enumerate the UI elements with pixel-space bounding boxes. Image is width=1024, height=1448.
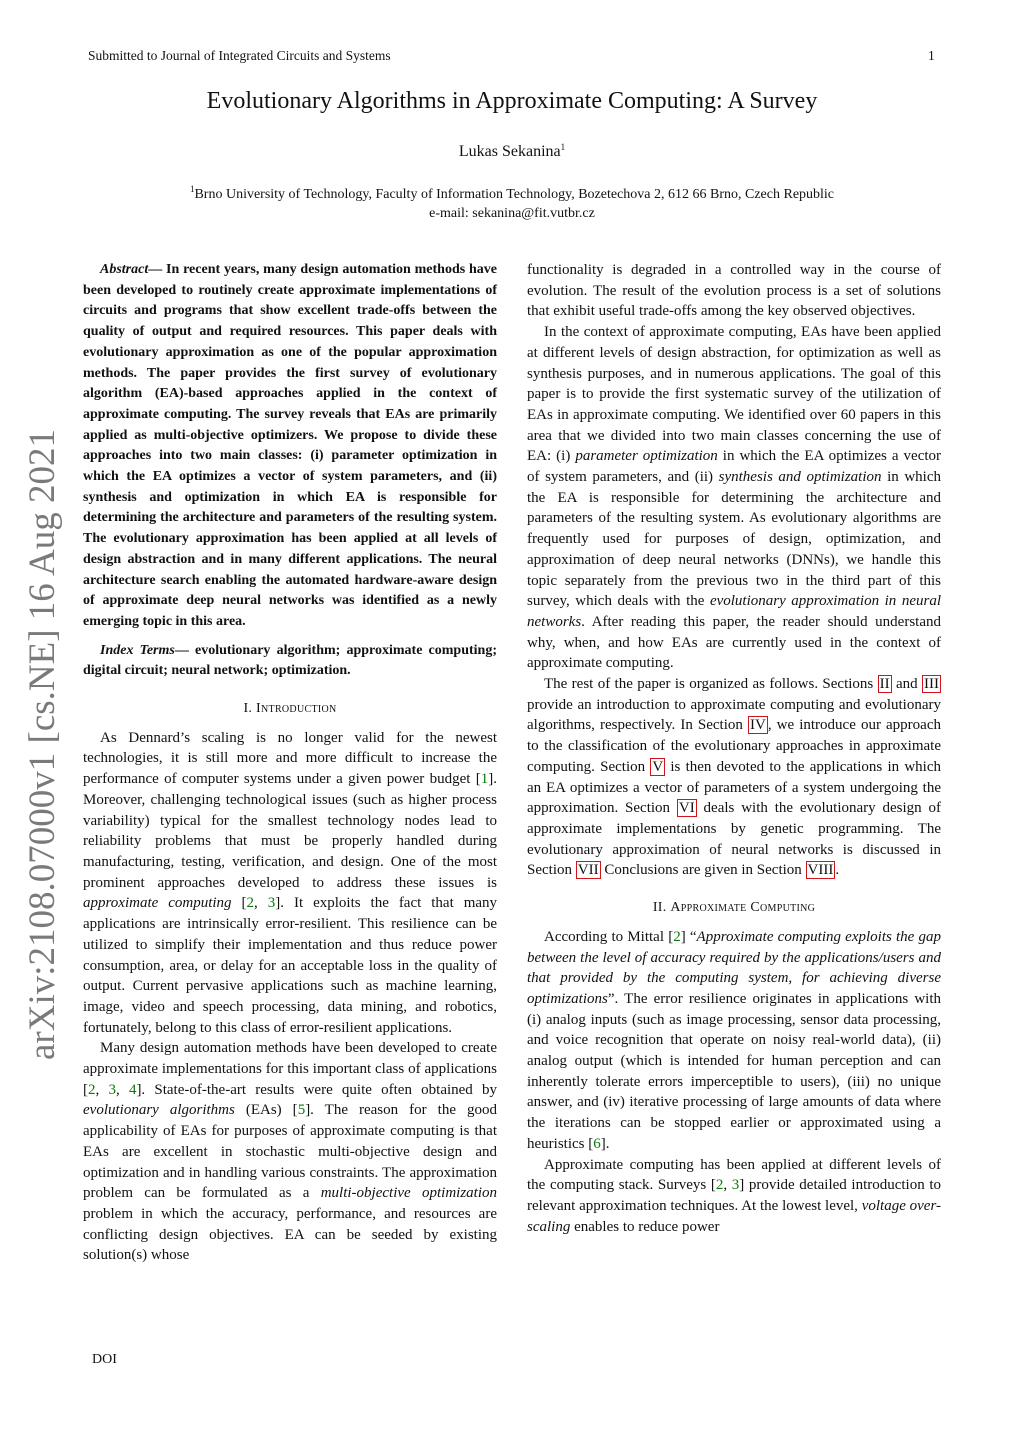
citation-link[interactable]: 2 (88, 1081, 96, 1098)
paper-title: Evolutionary Algorithms in Approximate Computing: A Survey (206, 88, 818, 114)
index-terms-label: Index Terms (100, 642, 175, 658)
left-column (83, 260, 497, 1266)
approx-paragraph-2: Approximate computing has been applied at different levels of the computing stack. Surveys [2, 3] provide detailed introduction to relevant approximation techniques. At the lowest level, voltage over-scaling enables to reduce power (527, 1156, 942, 1235)
section-ref-link[interactable]: VI (678, 800, 695, 817)
citation-link[interactable]: 3 (267, 895, 276, 912)
citation-link[interactable]: 4 (128, 1081, 137, 1098)
intro-paragraph-4: The rest of the paper is organized as follows. Sections II and III provide an introduction to approximate computing and evolutionary algorithms, respectively. In Section IV , we introduce our approach to the classification of the evolutionary approaches in approximate computing. Section V is then devoted to the applications in which an EA optimizes a vector of parameters of a system undergoing the approximation. Section VI deals with the evolutionary design of approximate implementations by genetic programming. The evolutionary approximation of neural networks is discussed in Section VII Conclusions are given in Section VIII . (527, 676, 941, 879)
section-number: I. (243, 701, 253, 717)
section-title: Approximate Computing (670, 900, 816, 916)
section-ref-link[interactable]: IV (749, 717, 766, 734)
section-ref-link[interactable]: III (923, 676, 939, 693)
citation-link[interactable]: 3 (731, 1177, 740, 1194)
intro-paragraph-2: Many design automation methods have been developed to create approximate implementations for this important class of applications [2, 3, 4]. State-of-the-art results were quite often obtained by evolutionary algorithms (EAs) [5]. The reason for the good applicability of EAs for purposes of approximate computing is that EAs are excellent in stochastic multi-objective design and optimization and in handling various constraints. The approximation problem can be formulated as a multi-objective optimization problem in which the accuracy, performance, and resources are conflicting design objectives. EA can be seeded by existing solution(s) whose (83, 1040, 498, 1264)
citation-link[interactable]: 2 (246, 895, 255, 912)
abstract (83, 260, 497, 633)
citation-link[interactable]: 5 (297, 1102, 306, 1119)
citation-link[interactable]: 2 (715, 1177, 724, 1194)
arxiv-stamp: arXiv:2108.07000v1 [cs.NE] 16 Aug 2021 (22, 429, 63, 1060)
citation-link[interactable]: 3 (108, 1081, 116, 1098)
index-terms (83, 641, 497, 682)
author-name: Lukas Sekanina (458, 143, 561, 160)
abstract-label: Abstract (100, 262, 149, 277)
intro-paragraph-continued: functionality is degraded in a controlled way in the course of evolution. The result of the evolution process is a set of solutions that exhibit useful trade-offs among the key observed objectives. (527, 262, 941, 320)
section-ref-link[interactable]: VIII (807, 862, 834, 879)
approx-paragraph-1: According to Mittal [2] “Approximate computing exploits the gap between the level of accuracy required by the applications/users and that provided by the computing system, for achieving diverse optimizations”. The error resilience originates in applications with (i) analog inputs (such as image processing, sensor data processing, and voice recognition that operate on noisy real-world data), (ii) analog output (which is intended for human perception and can inherently tolerate errors imperceptible to users), (iii) no unique answer, and (iv) iterative processing of large amounts of data where the iterations can be stopped earlier or approximated using a heuristics [6]. (527, 928, 942, 1152)
right-column (527, 260, 941, 1237)
abstract-text: — In recent years, many design automation methods have been developed to routinely create approximate implementations of circuits and programs that show excellent trade-offs between the quality of output and required resources. This paper deals with evolutionary approximation as one of the popular approximation methods. The paper provides the first survey of evolutionary algorithm (EA)-based approaches applied in the context of approximate computing. The survey reveals that EAs are primarily applied as multi-objective optimizers. We propose to divide these approaches into two main classes: (i) parameter optimization in which the EA optimizes a vector of system parameters, and (ii) synthesis and optimization in which EA is responsible for determining the architecture and parameters of the resulting system. The evolutionary approximation has been applied at all levels of design abstraction and in many different applications. The neural architecture search enabling the automated hardware-aware design of approximate deep neural networks was identified as a newly emerging topic in this area. (83, 262, 497, 629)
section-heading-introduction (83, 699, 497, 720)
intro-paragraph-1: As Dennard’s scaling is no longer valid for the newest technologies, it is still more and more difficult to increase the performance of computer systems under a given power budget [1]. Moreover, challenging technological issues (such as higher process variability) typical for the smallest technology nodes lead to reliability problems that must be properly handled during manufacturing, testing, verification, and design. One of the most prominent approaches developed to address these issues is approximate computing [2, 3]. It exploits the fact that many applications are intrinsically error-resilient. This resilience can be utilized to simplify their implementation and thus reduce power consumption, area, or delay for an acceptable loss in the quality of output. Current pervasive applications such as machine learning, image, video and speech processing, data mining, and robotics, fortunately, belong to this class of error-resilient applications. (83, 729, 498, 1036)
affiliation-text: Brno University of Technology, Faculty of Information Technology, Bozetechova 2, 612 66 Brno, Czech Republic (194, 187, 835, 202)
section-ref-link[interactable]: II (879, 676, 890, 693)
affiliation-line (0, 185, 1024, 204)
intro-paragraph-3: In the context of approximate computing, EAs have been applied at different levels of design abstraction, for optimization as well as synthesis purposes, and in numerous applications. The goal of this paper is to provide the first systematic survey of the utilization of EAs in approximate computing. We identified over 60 papers in this area that we divided into two main classes concerning the use of EA: (i) parameter optimization in which the EA optimizes a vector of system parameters, and (ii) synthesis and optimization in which the EA is responsible for determining the architecture and parameters of the resulting system. As evolutionary algorithms are frequently used for purposes of design, optimization, and approximation of deep neural networks (DNNs), we handle this topic separately from the previous two in the third part of this survey, which deals with the evolutionary approximation in neural networks. After reading this paper, the reader should understand why, when, and how EAs are currently used in the context of approximate computing. (527, 324, 942, 672)
page-number: 1 (928, 48, 935, 63)
affil-mark: 1 (189, 184, 195, 194)
affiliation (0, 185, 1024, 223)
author-affil-mark: 1 (560, 142, 566, 152)
author-line (0, 143, 1024, 161)
section-ref-link[interactable]: V (652, 758, 664, 775)
section-number: II. (652, 900, 667, 916)
citation-link[interactable]: 6 (593, 1135, 601, 1152)
citation-link[interactable]: 1 (480, 771, 489, 788)
journal-header: Submitted to Journal of Integrated Circuits and Systems (88, 48, 391, 63)
author-email: e-mail: sekanina@fit.vutbr.cz (429, 206, 595, 221)
citation-link[interactable]: 2 (673, 928, 681, 945)
section-title: Introduction (256, 701, 337, 717)
section-ref-link[interactable]: VII (577, 862, 599, 879)
doi-footer: DOI (92, 1352, 117, 1367)
section-heading-approximate-computing (527, 898, 941, 919)
index-terms-text: — evolutionary algorithm; approximate computing; digital circuit; neural network; optimization. (83, 642, 498, 679)
